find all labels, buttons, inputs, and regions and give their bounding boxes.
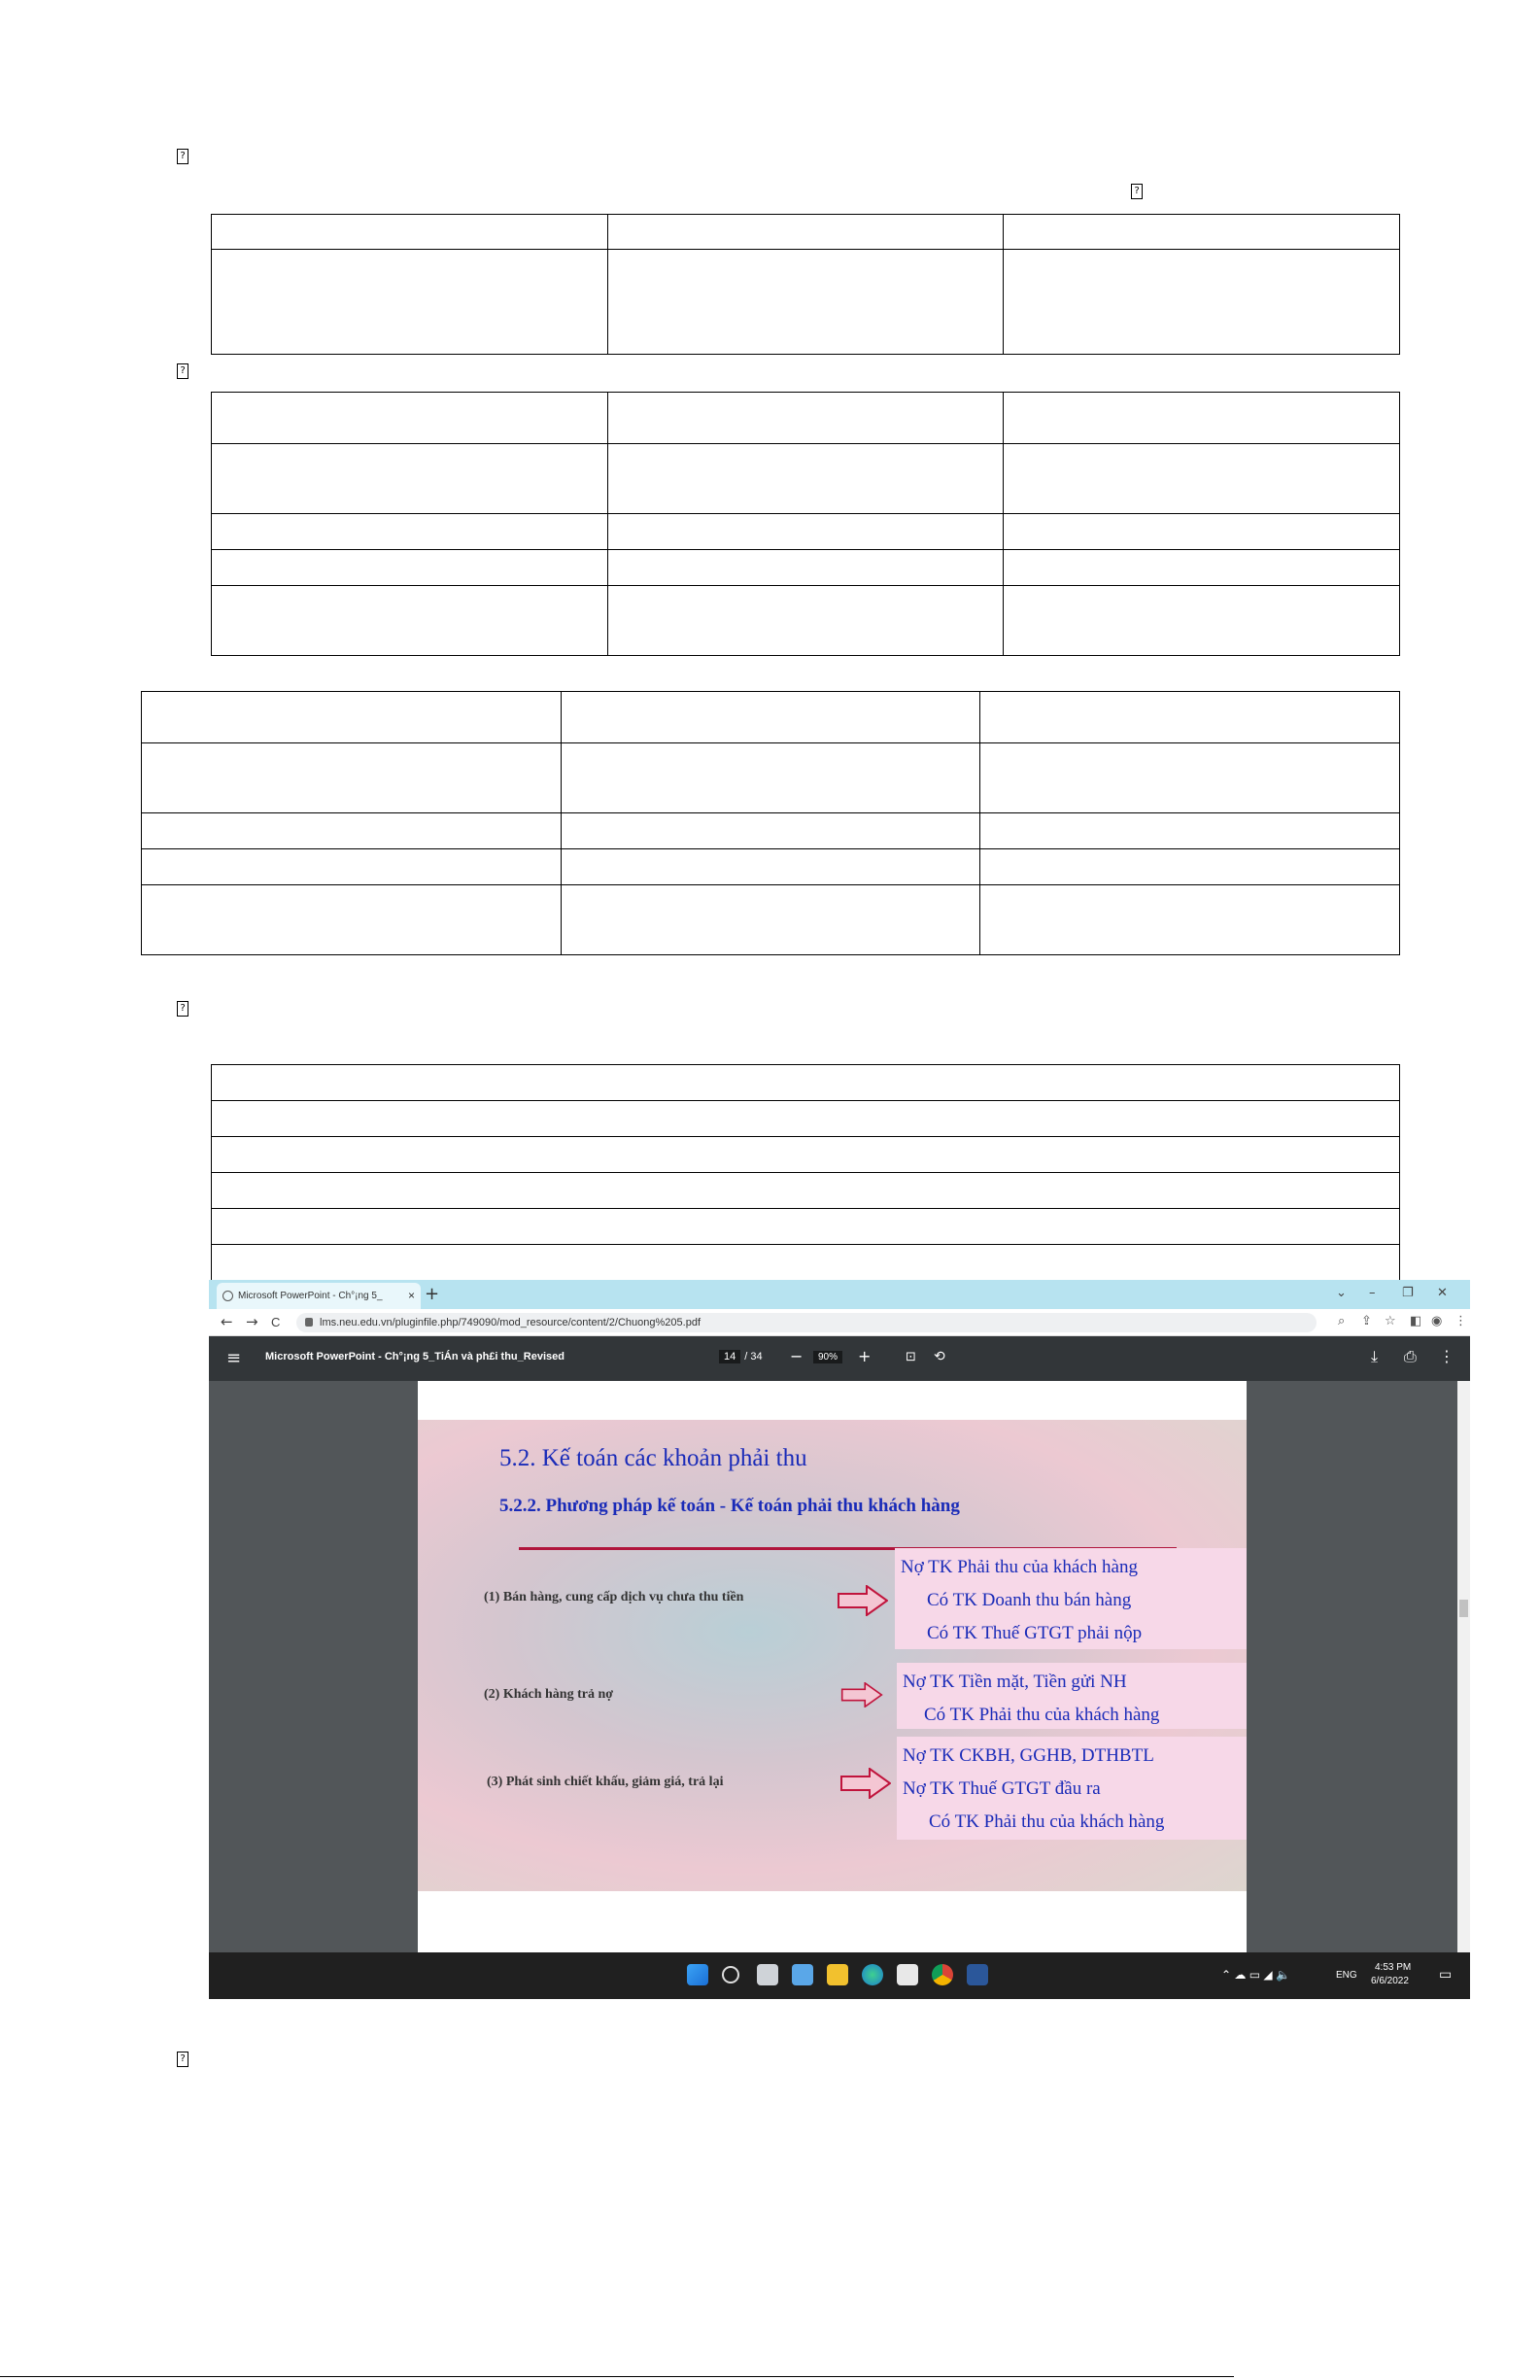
- tab-title: Microsoft PowerPoint - Ch°¡ng 5_: [238, 1291, 383, 1301]
- table-cell: [561, 692, 980, 743]
- table-cell: [1004, 444, 1400, 514]
- page-number-input[interactable]: 14: [719, 1350, 740, 1363]
- star-icon[interactable]: ☆: [1385, 1314, 1396, 1328]
- table-cell: [607, 215, 1004, 250]
- slide-subheading: 5.2.2. Phương pháp kế toán - Kế toán phải thu khách hàng: [499, 1496, 960, 1516]
- clock-date[interactable]: 6/6/2022: [1371, 1976, 1409, 1986]
- download-icon[interactable]: ⤓: [1371, 1347, 1379, 1365]
- url-text: lms.neu.edu.vn/pluginfile.php/749090/mod_resource/content/2/Chuong%205.pdf: [320, 1317, 701, 1328]
- taskbar: [209, 1952, 1470, 1999]
- profile-icon[interactable]: ◉: [1431, 1314, 1443, 1328]
- entry-line: Nợ TK Phải thu của khách hàng: [901, 1557, 1138, 1577]
- close-tab-icon[interactable]: ×: [407, 1289, 415, 1302]
- fit-page-icon[interactable]: ⊡: [906, 1350, 916, 1364]
- table-cell: [212, 250, 608, 355]
- lock-icon: [305, 1318, 313, 1327]
- zoom-in-button[interactable]: +: [858, 1347, 872, 1365]
- missing-glyph-icon: ?: [177, 363, 188, 379]
- entry-line: Có TK Doanh thu bán hàng: [927, 1590, 1132, 1610]
- start-icon[interactable]: [687, 1964, 708, 1985]
- address-bar: [209, 1309, 1470, 1336]
- notifications-icon[interactable]: ▭: [1439, 1966, 1453, 1982]
- chrome-icon[interactable]: [932, 1964, 953, 1985]
- table-cell: [980, 692, 1400, 743]
- browser-tab-strip: [209, 1280, 1470, 1309]
- tab-search-icon[interactable]: ⌄: [1336, 1286, 1347, 1300]
- table-cell: [980, 813, 1400, 849]
- table-cell: [1004, 215, 1400, 250]
- clock-time[interactable]: 4:53 PM: [1375, 1962, 1412, 1973]
- edge-icon[interactable]: [862, 1964, 883, 1985]
- table-cell: [980, 743, 1400, 813]
- missing-glyph-icon: ?: [177, 1001, 188, 1017]
- embedded-screenshot: [209, 1280, 1470, 1999]
- entry-line: Nợ TK CKBH, GGHB, DTHBTL: [903, 1745, 1154, 1766]
- forward-button[interactable]: →: [246, 1313, 258, 1330]
- table-cell: [212, 514, 608, 550]
- table-cell: [212, 550, 608, 586]
- menu-icon[interactable]: ≡: [226, 1348, 242, 1368]
- table-cell: [607, 393, 1004, 444]
- more-options-icon[interactable]: ⋮: [1439, 1347, 1454, 1365]
- back-button[interactable]: ←: [221, 1313, 233, 1330]
- table-cell: [212, 1173, 1400, 1209]
- case-label: (1) Bán hàng, cung cấp dịch vụ chưa thu tiền: [484, 1590, 744, 1604]
- case-label: (2) Khách hàng trả nợ: [484, 1687, 613, 1702]
- entry-line: Có TK Phải thu của khách hàng: [929, 1811, 1165, 1832]
- slide: [418, 1420, 1247, 1891]
- table-cell: [212, 1137, 1400, 1173]
- table-cell: [607, 514, 1004, 550]
- table-cell: [142, 813, 562, 849]
- rotate-icon[interactable]: ⟲: [934, 1349, 945, 1364]
- journal-entry-box: [897, 1737, 1247, 1840]
- more-icon[interactable]: ⋮: [1454, 1314, 1467, 1328]
- scrollbar-thumb[interactable]: [1459, 1600, 1468, 1617]
- zoom-icon[interactable]: ⌕: [1338, 1314, 1346, 1328]
- table-cell: [980, 849, 1400, 885]
- reload-button[interactable]: C: [271, 1315, 281, 1329]
- empty-table-3: [141, 691, 1400, 955]
- table-cell: [212, 215, 608, 250]
- case-label: (3) Phát sinh chiết khấu, giảm giá, trả lại: [487, 1775, 724, 1789]
- browser-tab[interactable]: [217, 1283, 421, 1309]
- missing-glyph-icon: ?: [1131, 184, 1143, 199]
- search-icon[interactable]: [722, 1966, 739, 1983]
- table-cell: [1004, 586, 1400, 656]
- table-cell: [142, 692, 562, 743]
- table-cell: [142, 849, 562, 885]
- table-cell: [1004, 250, 1400, 355]
- page-total: / 34: [744, 1351, 763, 1362]
- arrow-right-icon: [838, 1682, 886, 1707]
- page-indicator: [719, 1350, 763, 1363]
- sidebar-icon[interactable]: ◧: [1410, 1314, 1422, 1328]
- scrollbar[interactable]: [1457, 1381, 1470, 1952]
- restore-button[interactable]: ❐: [1402, 1286, 1414, 1300]
- entry-line: Có TK Phải thu của khách hàng: [924, 1705, 1160, 1725]
- task-view-icon[interactable]: [757, 1964, 778, 1985]
- word-icon[interactable]: [967, 1964, 988, 1985]
- url-field[interactable]: [296, 1313, 1317, 1332]
- footer-rule: [0, 2376, 1234, 2377]
- table-cell: [561, 813, 980, 849]
- table-cell: [142, 885, 562, 955]
- new-tab-button[interactable]: +: [425, 1284, 440, 1304]
- empty-table-4: [211, 1064, 1400, 1281]
- table-cell: [980, 885, 1400, 955]
- empty-table-2: [211, 392, 1400, 656]
- table-cell: [607, 550, 1004, 586]
- table-cell: [561, 849, 980, 885]
- table-cell: [212, 393, 608, 444]
- arrow-right-icon: [838, 1585, 888, 1616]
- zoom-level-input[interactable]: 90%: [813, 1351, 842, 1363]
- arrow-right-icon: [840, 1768, 891, 1799]
- missing-glyph-icon: ?: [177, 2052, 188, 2067]
- widgets-icon[interactable]: [792, 1964, 813, 1985]
- table-cell: [1004, 393, 1400, 444]
- empty-table-1: [211, 214, 1400, 355]
- zoom-out-button[interactable]: −: [790, 1347, 804, 1365]
- entry-line: Nợ TK Thuế GTGT đầu ra: [903, 1778, 1101, 1799]
- close-window-button[interactable]: ✕: [1437, 1286, 1448, 1300]
- table-cell: [212, 1065, 1400, 1101]
- table-cell: [561, 743, 980, 813]
- table-cell: [1004, 514, 1400, 550]
- table-cell: [212, 1245, 1400, 1281]
- store-icon[interactable]: [897, 1964, 918, 1985]
- missing-glyph-icon: ?: [177, 149, 188, 164]
- globe-icon: [222, 1291, 233, 1301]
- table-cell: [561, 885, 980, 955]
- language-indicator[interactable]: ENG: [1336, 1970, 1357, 1981]
- entry-line: Nợ TK Tiền mặt, Tiền gửi NH: [903, 1672, 1127, 1692]
- table-cell: [607, 444, 1004, 514]
- print-icon[interactable]: ⎙: [1404, 1347, 1417, 1365]
- file-explorer-icon[interactable]: [827, 1964, 848, 1985]
- pdf-title: Microsoft PowerPoint - Ch°¡ng 5_TiÁn và ph£i thu_Revised: [265, 1351, 565, 1362]
- minimize-button[interactable]: –: [1369, 1286, 1376, 1300]
- table-cell: [212, 444, 608, 514]
- slide-heading: 5.2. Kế toán các khoản phải thu: [499, 1445, 807, 1471]
- journal-entry-box: [897, 1663, 1247, 1729]
- entry-line: Có TK Thuế GTGT phải nộp: [927, 1623, 1143, 1643]
- tray-icons[interactable]: ⌃ ☁ ▭ ◢ 🔈: [1221, 1968, 1290, 1982]
- table-cell: [607, 586, 1004, 656]
- pdf-page: [418, 1381, 1247, 1952]
- share-icon[interactable]: ⇪: [1361, 1314, 1372, 1328]
- table-cell: [142, 743, 562, 813]
- table-cell: [1004, 550, 1400, 586]
- table-cell: [212, 586, 608, 656]
- table-cell: [212, 1209, 1400, 1245]
- journal-entry-box: [895, 1548, 1247, 1649]
- table-cell: [607, 250, 1004, 355]
- table-cell: [212, 1101, 1400, 1137]
- pdf-toolbar: [209, 1336, 1470, 1381]
